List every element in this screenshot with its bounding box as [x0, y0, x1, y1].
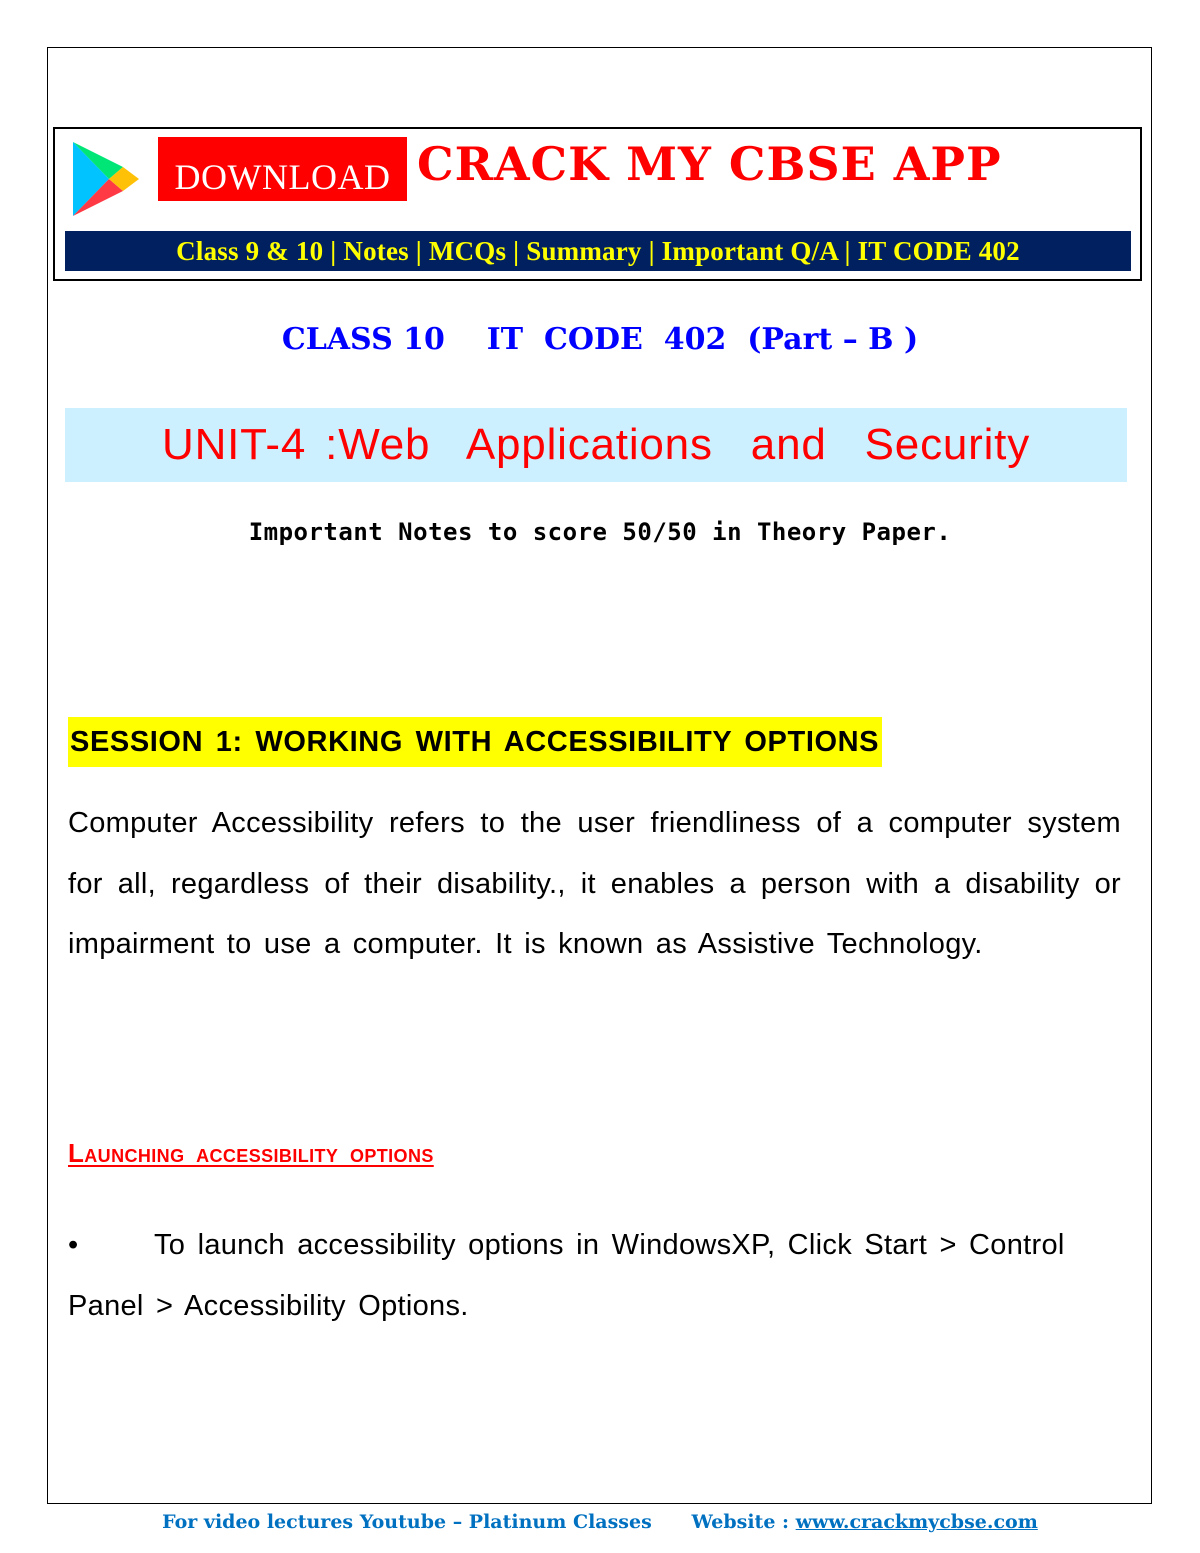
download-button[interactable]	[158, 137, 407, 201]
banner-strip-text: Class 9 & 10 | Notes | MCQs | Summary | Important Q/A | IT CODE 402	[176, 235, 1020, 266]
app-promo-banner[interactable]	[53, 127, 1142, 281]
list-item	[68, 1215, 1128, 1336]
class-heading: CLASS 10 IT CODE 402 (Part – B )	[281, 322, 919, 357]
download-label: DOWNLOAD	[174, 157, 391, 197]
launching-heading: Launching accessibility options	[68, 1138, 434, 1168]
bullet-icon: •	[68, 1229, 79, 1261]
banner-strip	[65, 231, 1131, 271]
session-heading: SESSION 1: WORKING WITH ACCESSIBILITY OPTIONS	[68, 717, 882, 767]
list-item-text: To launch accessibility options in WindowsXP, Click Start > Control Panel > Accessibility Options.	[68, 1229, 1065, 1322]
website-link[interactable]: www.crackmycbse.com	[795, 1511, 1038, 1533]
footer	[0, 1511, 1200, 1533]
app-title: CRACK MY CBSE APP	[417, 137, 1002, 191]
accessibility-paragraph: Computer Accessibility refers to the user friendliness of a computer system for all, regardless of their disability., it enables a person with a disability or impairment to use a computer. It is known as Assistive Technology.	[68, 807, 1121, 960]
notes-subtitle: Important Notes to score 50/50 in Theory Paper.	[248, 518, 952, 546]
footer-text: For video lectures Youtube – Platinum Classes Website :	[162, 1511, 796, 1533]
unit-title-box	[65, 408, 1127, 482]
unit-title: UNIT-4 :Web Applications and Security	[162, 420, 1030, 469]
google-play-icon	[69, 139, 141, 219]
